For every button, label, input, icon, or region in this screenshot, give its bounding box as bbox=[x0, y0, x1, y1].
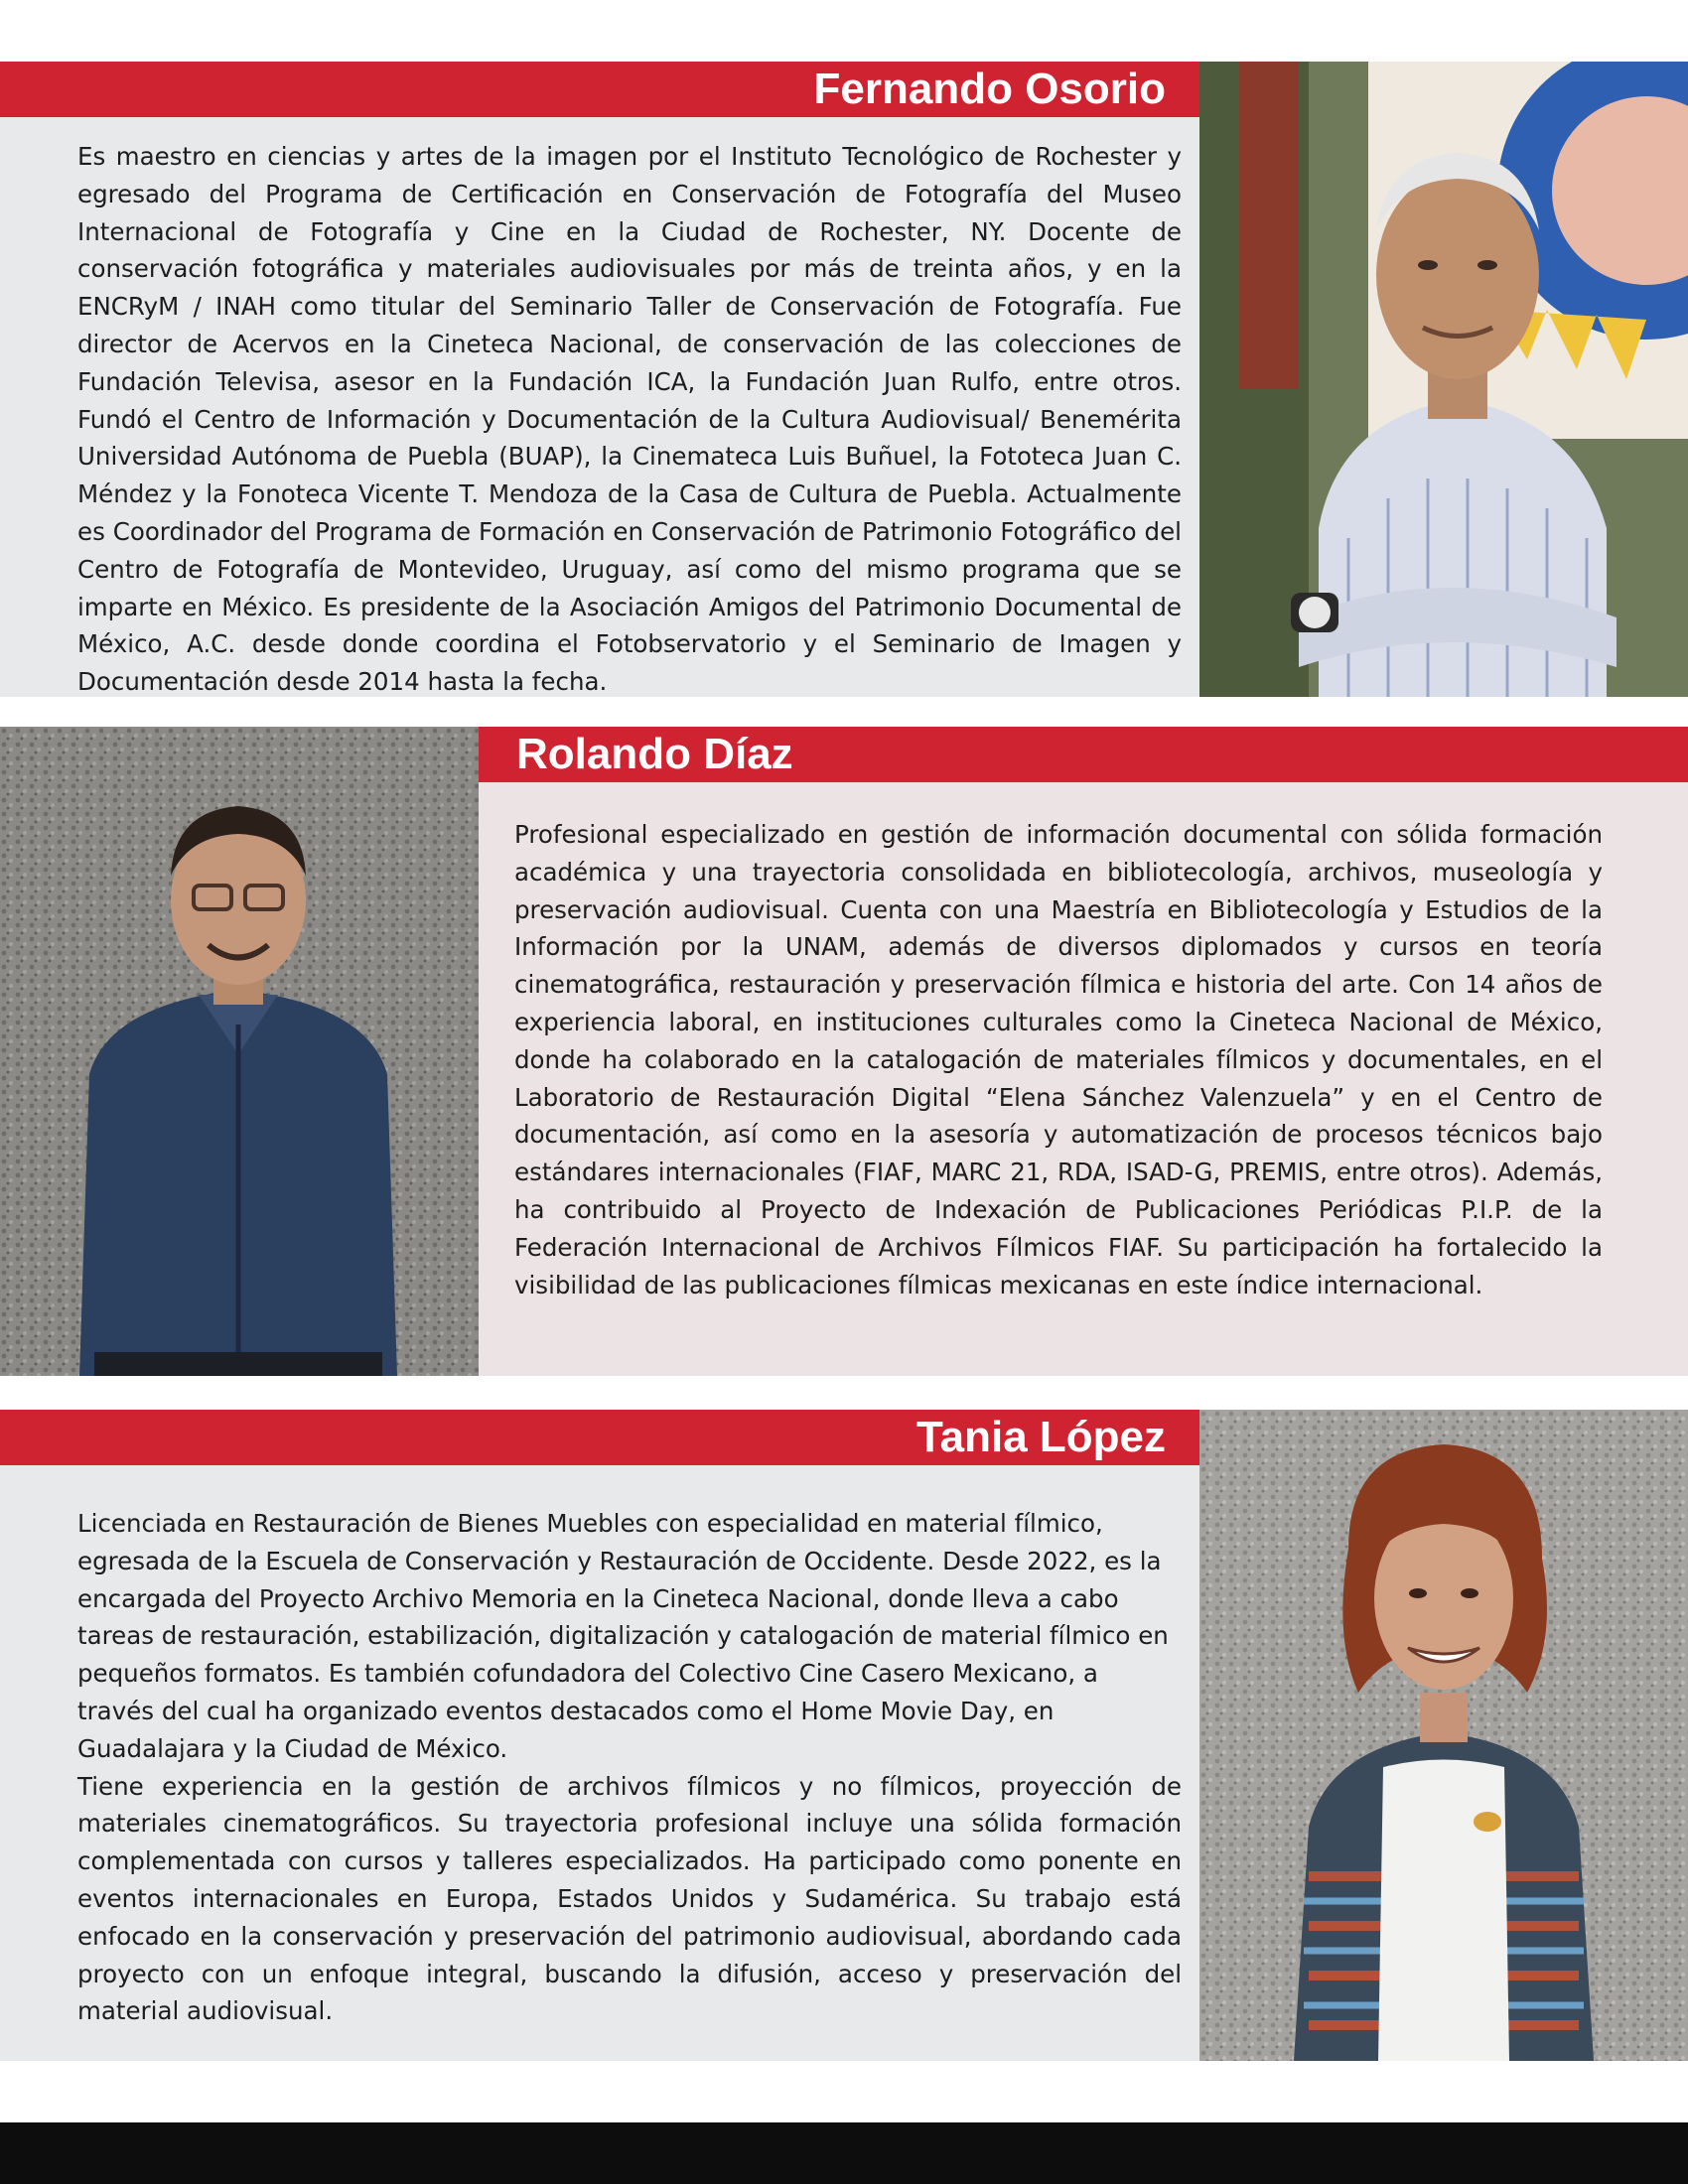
profile-bio-rolando: Profesional especializado en gestión de información documental con sólida formación académica y una trayectoria consolidada en bibliotecología, archivos, museología y preservación audiovisual. Cuenta con una Maestría en Bibliotecología y Estudios de la Información por la UNAM, además de diversos diplomados y cursos en teoría cinematográfica, restauración y preservación fílmica e historia del arte. Con 14 años de experiencia laboral, en instituciones culturales como la Cineteca Nacional de México, donde ha colaborado en la catalogación de materiales fílmicos y documentales, en el Laboratorio de Restauración Digital “Elena Sánchez Valenzuela” y en el Centro de documentación, así como en la asesoría y automatización de procesos técnicos bajo estándares internacionales (FIAF, MARC 21, RDA, ISAD-G, PREMIS, entre otros). Además, ha contribuido al Proyecto de Indexación de Publicaciones Periódicas P.I.P. de la Federación Internacional de Archivos Fílmicos FIAF. Su participación ha fortalecido la visibilidad de las publicaciones fílmicas mexicanas en este índice internacional. bbox=[514, 820, 1603, 1299]
profile-bio-tania-paragraph-1: Licenciada en Restauración de Bienes Muebles con especialidad en material fílmico, egresada de la Escuela de Conservación y Restauración de Occidente. Desde 2022, es la encargada del Proyecto Archivo Memoria en la Cineteca Nacional, donde lleva a cabo tareas de restauración, estabilización, digitalización y catalogación de material fílmico en pequeños formatos. Es también cofundadora del Colectivo Cine Casero Mexicano, a través del cual ha organizado eventos destacados como el Home Movie Day, en Guadalajara y la Ciudad de México. bbox=[77, 1509, 1169, 1763]
portrait-photo-fernando bbox=[1199, 62, 1688, 697]
profile-name-fernando: Fernando Osorio bbox=[0, 62, 1199, 117]
profile-name-tania: Tania López bbox=[0, 1410, 1199, 1465]
portrait-photo-tania bbox=[1199, 1410, 1688, 2061]
portrait-photo-rolando bbox=[0, 727, 479, 1376]
profile-name-rolando: Rolando Díaz bbox=[479, 727, 1688, 782]
profile-bio-tania-paragraph-2: Tiene experiencia en la gestión de archivos fílmicos y no fílmicos, proyección de materiales cinematográficos. Su trayectoria profesional incluye una sólida formación complementada con cursos y talleres especializados. Ha participado como ponente en eventos internacionales en Europa, Estados Unidos y Sudamérica. Su trabajo está enfocado en la conservación y preservación del patrimonio audiovisual, abordando cada proyecto con un enfoque integral, buscando la difusión, acceso y preservación del material audiovisual. bbox=[77, 1771, 1182, 2026]
profile-bio-tania bbox=[77, 1505, 1182, 2030]
profile-bio-fernando: Es maestro en ciencias y artes de la imagen por el Instituto Tecnológico de Rochester y egresado del Programa de Certificación en Conservación de Fotografía del Museo Internacional de Fotografía y Cine en la Ciudad de Rochester, NY. Docente de conservación fotográfica y materiales audiovisuales por más de treinta años, y en la ENCRyM / INAH como titular del Seminario Taller de Conservación de Fotografía. Fue director de Acervos en la Cineteca Nacional, de conservación de las colecciones de Fundación Televisa, asesor en la Fundación ICA, la Fundación Juan Rulfo, entre otros. Fundó el Centro de Información y Documentación de la Cultura Audiovisual/ Benemérita Universidad Autónoma de Puebla (BUAP), la Cinemateca Luis Buñuel, la Fototeca Juan C. Méndez y la Fonoteca Vicente T. Mendoza de la Casa de Cultura de Puebla. Actualmente es Coordinador del Programa de Formación en Conservación de Patrimonio Fotográfico del Centro de Fotografía de Montevideo, Uruguay, así como del mismo programa que se imparte en México. Es presidente de la Asociación Amigos del Patrimonio Documental de México, A.C. desde donde coordina el Fotobservatorio y el Seminario de Imagen y Documentación desde 2014 hasta la fecha. bbox=[77, 142, 1182, 697]
footer-bar bbox=[0, 2122, 1688, 2184]
